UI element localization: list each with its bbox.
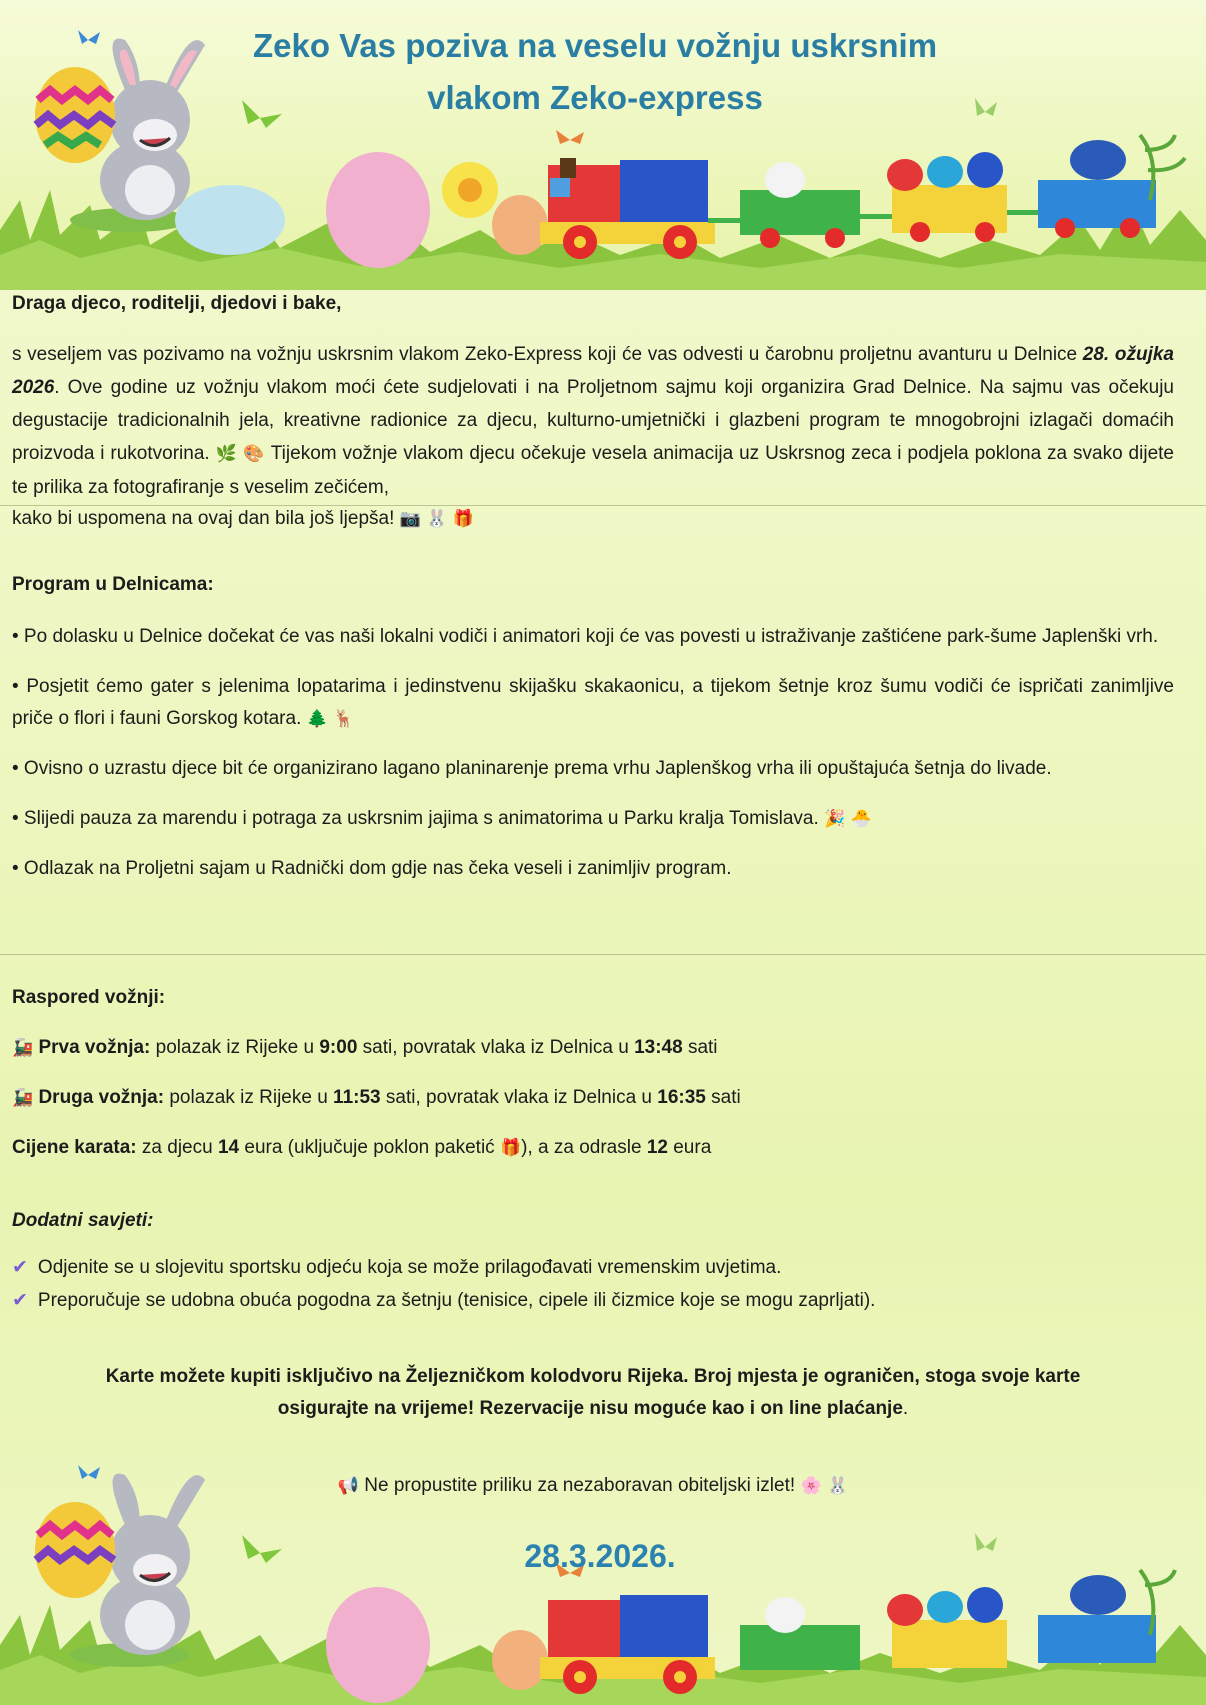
train-emoji-icon: 🚂 (12, 1088, 34, 1108)
page-title (180, 20, 1010, 124)
ride-2: 🚂 Druga vožnja: polazak iz Rijeke u 11:53 sati, povratak vlaka iz Delnica u 16:35 sati (12, 1087, 741, 1108)
intro-section (12, 288, 1174, 504)
intro-text-c: Tijekom vožnje vlakom djecu očekuje vesela animacija uz Uskrsnog zeca i podjela poklona za svako dijete te prilika za fotografiranje s veselim zečićem, (12, 443, 1174, 498)
program-item: • Slijedi pauza za marendu i potraga za uskrsnim jajima s animatorima u Parku kralja Tomislava. 🎉 🐣 (12, 808, 872, 829)
intro-text-a: s veseljem vas pozivamo na vožnju uskrsnim vlakom Zeko-Express koji će vas odvesti u čarobnu proljetnu avanturu u Delnice (12, 344, 1083, 365)
train-emoji-icon: 🚂 (12, 1038, 34, 1058)
check-icon: ✔ (12, 1289, 28, 1311)
program-item: • Po dolasku u Delnice dočekat će vas naši lokalni vodiči i animatori koji će vas povesti u istraživanje zaštićene park-šume Japlenški vrh. (12, 626, 1159, 647)
greeting: Draga djeco, roditelji, djedovi i bake, (12, 293, 342, 314)
intro-text-d: kako bi uspomena na ovaj dan bila još ljepša! (12, 508, 400, 529)
tip-item: ✔ Preporučuje se udobna obuća pogodna za šetnju (tenisice, cipele ili čizmice koje se mogu zaprljati). (12, 1289, 876, 1311)
camera-bunny-gift-icon: 📷 🐰 🎁 (399, 509, 474, 529)
intro-paragraph (12, 338, 1174, 504)
closing-line: 📢 Ne propustite priliku za nezaboravan obiteljski izlet! 🌸 🐰 (337, 1475, 849, 1496)
notice-line-1: Karte možete kupiti isključivo na Željezničkom kolodvoru Rijeka. Broj mjesta je ograničen, stoga svoje karte (105, 1366, 1081, 1387)
program-section (12, 569, 1174, 885)
header-banner (0, 0, 1206, 290)
schedule-heading: Raspored vožnji: (12, 987, 166, 1008)
easter-egg-icon (35, 1502, 115, 1598)
ticket-prices: Cijene karata: za djecu 14 eura (uključuje poklon paketić 🎁), a za odrasle 12 eura (12, 1137, 712, 1158)
party-chick-icon: 🎉 🐣 (824, 809, 872, 829)
tip-item: ✔ Odjenite se u slojevitu sportsku odjeću koja se može prilagođavati vremenskim uvjetima. (12, 1256, 782, 1278)
tree-deer-icon: 🌲 🦌 (306, 709, 355, 729)
program-item: • Odlazak na Proljetni sajam u Radnički dom gdje nas čeka veseli i zanimljiv program. (12, 858, 732, 879)
program-heading: Program u Delnicama: (12, 574, 214, 595)
art-icon: 🌿 🎨 (215, 444, 266, 464)
title-line-1: Zeko Vas poziva na veselu vožnju uskrsnim (252, 27, 938, 64)
schedule-section (12, 982, 1174, 1164)
notice-line-2: osigurajte na vrijeme! Rezervacije nisu moguće kao i on line plaćanje. (277, 1398, 909, 1419)
title-line-2: vlakom Zeko-express (427, 79, 763, 116)
tips-section (12, 1205, 1174, 1317)
flower-bunny-icon: 🌸 🐰 (800, 1476, 849, 1496)
megaphone-icon: 📢 (337, 1476, 359, 1496)
check-icon: ✔ (12, 1256, 28, 1278)
program-item: • Ovisno o uzrastu djece bit će organizirano lagano planinarenje prema vrhu Japlenškog vrha ili opuštajuća šetnja do livade. (12, 758, 1052, 779)
intro-text-b: . Ove godine uz vožnju vlakom moći ćete sudjelovati i na Proljetnom sajmu koji organizira Grad Delnice. Na sajmu vas očekuju degustacije tradicionalnih jela, kreativne radionice za djecu, kulturno-umjetnički i glazbeni program te mnogobrojni izlagači domaćih proizvoda i rukotvorina. (12, 377, 1174, 464)
program-item: • Posjetit ćemo gater s jelenima lopatarima i jedinstvenu skijašku skakaonicu, a tijekom šetnje kroz šumu vodiči će ispričati zanimljive priče o flori i fauni Gorskog kotara. 🌲 🦌 (12, 676, 1174, 729)
divider (0, 954, 1206, 955)
tips-heading: Dodatni savjeti: (12, 1210, 154, 1231)
ride-1: 🚂 Prva vožnja: polazak iz Rijeke u 9:00 sati, povratak vlaka iz Delnica u 13:48 sati (12, 1037, 718, 1058)
gift-icon: 🎁 (499, 1138, 522, 1158)
daffodil-icon (442, 162, 498, 218)
intro-closing (12, 503, 1174, 535)
footer-date: 28.3.2026. (524, 1538, 676, 1574)
event-date: 28. ožujka 2026 (12, 344, 1174, 398)
easter-egg-icon (35, 67, 115, 163)
